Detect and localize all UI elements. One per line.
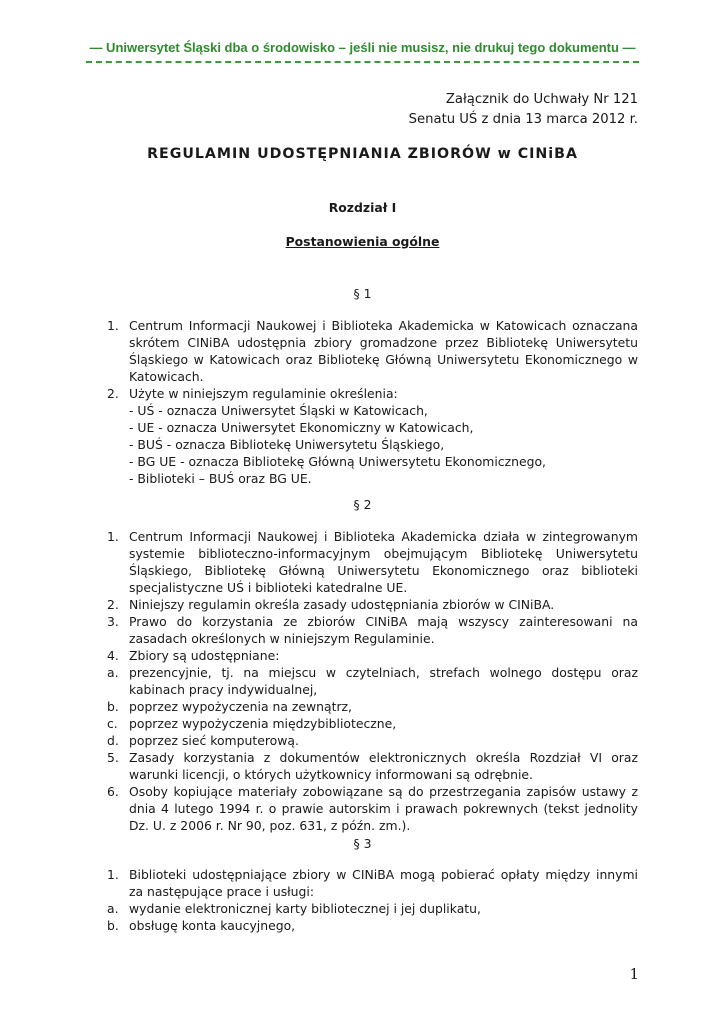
sub-item-text: poprzez wypożyczenia międzybiblioteczne, — [129, 716, 397, 731]
definition-line: - UE - oznacza Uniwersytet Ekonomiczny w Katowicach, — [129, 420, 474, 435]
item-text: Centrum Informacji Naukowej i Biblioteka Akademicka w Katowicach oznaczana skrótem CINiBA udostępnia zbiory gromadzone przez Bibliotekę Uniwersytetu Śląskiego w Katowicach oraz Bibliotekę Główną Uniwersytetu Ekonomicznego w Katowicach. — [129, 318, 638, 384]
list-item — [107, 866, 638, 900]
sub-item — [107, 917, 638, 934]
item-number: 2. — [107, 386, 119, 401]
section-3-body — [107, 866, 638, 934]
item-number: 1. — [107, 318, 119, 333]
item-text: Osoby kopiujące materiały zobowiązane są do przestrzegania zapisów ustawy z dnia 4 lutego 1994 r. o prawie autorskim i prawach pokrewnych (tekst jednolity Dz. U. z 2006 r. Nr 90, poz. 631, z późn. zm.). — [129, 784, 638, 833]
eco-banner: — Uniwersytet Śląski dba o środowisko – jeśli nie musisz, nie drukuj tego dokumentu — — [89, 40, 636, 55]
section-sign-2: § 2 — [353, 497, 372, 512]
definition-line: - Biblioteki – BUŚ oraz BG UE. — [129, 471, 312, 486]
item-number: 1. — [107, 867, 119, 882]
list-item — [107, 783, 638, 834]
item-text: Niniejszy regulamin określa zasady udostępniania zbiorów w CINiBA. — [129, 597, 555, 612]
list-item — [107, 385, 638, 402]
annex-line-2: Senatu UŚ z dnia 13 marca 2012 r. — [408, 112, 638, 127]
sub-item-letter: c. — [107, 716, 118, 731]
definition-line: - UŚ - oznacza Uniwersytet Śląski w Katowicach, — [129, 403, 428, 418]
item-text: Zbiory są udostępniane: — [129, 648, 280, 663]
annex-note — [409, 90, 638, 130]
item-text: Użyte w niniejszym regulaminie określenia: — [129, 386, 398, 401]
list-item — [107, 317, 638, 385]
chapter-label: Rozdział I — [328, 200, 397, 215]
sub-item-text: poprzez wypożyczenia na zewnątrz, — [129, 699, 352, 714]
annex-line-1: Załącznik do Uchwały Nr 121 — [445, 92, 638, 107]
sub-item-letter: b. — [107, 699, 119, 714]
sub-item — [107, 664, 638, 698]
section-2-body — [107, 528, 638, 834]
list-item — [107, 596, 638, 613]
section-1-body — [107, 317, 638, 487]
item-number: 1. — [107, 529, 119, 544]
item-number: 6. — [107, 784, 119, 799]
item-text: Prawo do korzystania ze zbiorów CINiBA mają wszyscy zainteresowani na zasadach określonych w niniejszym Regulaminie. — [129, 614, 638, 646]
banner-divider — [86, 61, 639, 63]
item-text: Biblioteki udostępniające zbiory w CINiBA mogą pobierać opłaty między innymi za następujące prace i usługi: — [129, 867, 638, 899]
item-text: Centrum Informacji Naukowej i Biblioteka Akademicka działa w zintegrowanym systemie biblioteczno-informacyjnym obejmującym Bibliotekę Uniwersytetu Śląskiego, Bibliotekę Główną Uniwersytetu Ekonomicznego oraz biblioteki specjalistyczne UŚ i biblioteki katedralne UE. — [129, 529, 638, 595]
sub-item-text: wydanie elektronicznej karty bibliotecznej i jej duplikatu, — [129, 901, 481, 916]
definition-line: - BUŚ - oznacza Bibliotekę Uniwersytetu Śląskiego, — [129, 437, 445, 452]
sub-item — [107, 732, 638, 749]
sub-item-letter: a. — [107, 901, 119, 916]
sub-item-text: poprzez sieć komputerową. — [129, 733, 299, 748]
list-item — [107, 749, 638, 783]
item-text: Zasady korzystania z dokumentów elektronicznych określa Rozdział VI oraz warunki licencji, o których użytkownicy informowani są odrębnie. — [129, 750, 638, 782]
section-sign-3: § 3 — [353, 836, 372, 851]
sub-item-letter: d. — [107, 733, 119, 748]
item-number: 5. — [107, 750, 119, 765]
sub-item-text: prezencyjnie, tj. na miejscu w czytelniach, strefach wolnego dostępu oraz kabinach pracy indywidualnej, — [129, 665, 638, 697]
sub-item-letter: b. — [107, 918, 119, 933]
list-item — [107, 647, 638, 664]
sub-item-text: obsługę konta kaucyjnego, — [129, 918, 296, 933]
item-number: 3. — [107, 614, 119, 629]
item-number: 4. — [107, 648, 119, 663]
item-number: 2. — [107, 597, 119, 612]
definition-line: - BG UE - oznacza Bibliotekę Główną Uniwersytetu Ekonomicznego, — [129, 454, 546, 469]
sub-item — [107, 698, 638, 715]
sub-item — [107, 715, 638, 732]
chapter-heading: Postanowienia ogólne — [285, 234, 440, 249]
sub-item-letter: a. — [107, 665, 119, 680]
sub-item — [107, 900, 638, 917]
page-number: 1 — [629, 965, 639, 983]
list-item — [107, 528, 638, 596]
document-title: REGULAMIN UDOSTĘPNIANIA ZBIORÓW w CINiBA — [147, 146, 578, 162]
section-sign-1: § 1 — [353, 286, 372, 301]
list-item — [107, 613, 638, 647]
